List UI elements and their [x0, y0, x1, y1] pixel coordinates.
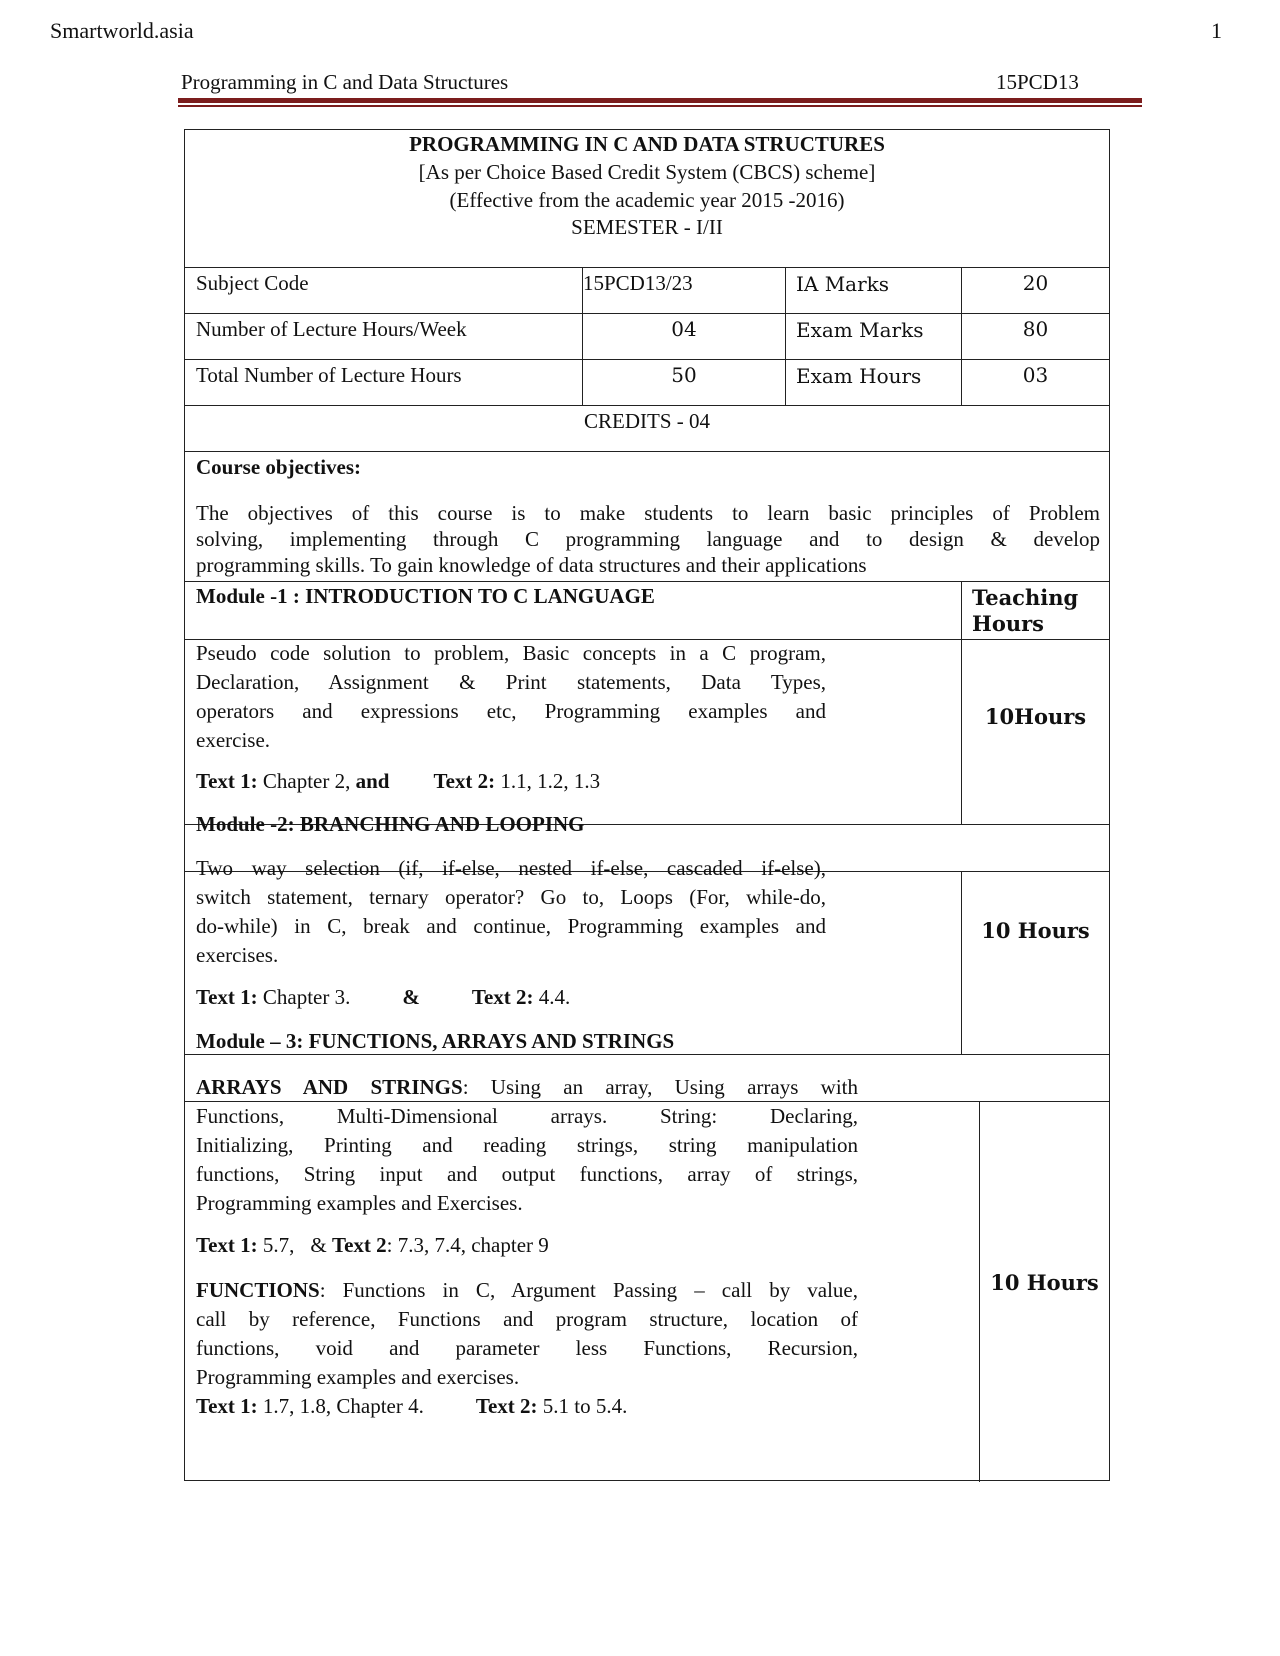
- module-3-arrays-line: Functions, Multi-Dimensional arrays. String: Declaring,: [196, 1104, 858, 1128]
- objectives-line: programming skills. To gain knowledge of data structures and their applications: [196, 553, 867, 577]
- exam-hours-value: 03: [1022, 363, 1049, 387]
- module-1-references: Text 1: Chapter 2, and Text 2: 1.1, 1.2, 1.3: [196, 769, 601, 793]
- subject-code-value: 15PCD13/23: [583, 271, 693, 295]
- module-3-arrays-line: Programming examples and Exercises.: [196, 1191, 523, 1215]
- lecture-hours-week-label: Number of Lecture Hours/Week: [196, 317, 467, 341]
- total-lecture-hours-value: 50: [671, 363, 697, 387]
- page-number: 1: [1211, 18, 1222, 43]
- module-2-line: switch statement, ternary operator? Go to, Loops (For, while-do,: [196, 885, 826, 909]
- running-header-code: 15PCD13: [996, 70, 1079, 94]
- header-rule-thin: [178, 105, 1142, 107]
- objectives-line: solving, implementing through C programming language and to design & develop: [196, 527, 1100, 551]
- syllabus-scheme: [As per Choice Based Credit System (CBCS) scheme]: [418, 160, 876, 184]
- module-1-line: operators and expressions etc, Programming examples and: [196, 699, 826, 723]
- lecture-hours-week-value: 04: [671, 317, 697, 341]
- module-1-heading: Module -1 : INTRODUCTION TO C LANGUAGE: [196, 584, 655, 608]
- running-header-title: Programming in C and Data Structures: [181, 70, 509, 94]
- module-2-line: Two way selection (if, if-else, nested if-else, cascaded if-else),: [196, 856, 826, 880]
- header-rule: [178, 98, 1142, 103]
- module-3-heading: Module – 3: FUNCTIONS, ARRAYS AND STRINGS: [196, 1029, 675, 1053]
- module-2-references: Text 1: Chapter 3. & Text 2: 4.4.: [196, 985, 571, 1009]
- module-1-line: Declaration, Assignment & Print statements, Data Types,: [196, 670, 826, 694]
- module-3-references-functions: Text 1: 1.7, 1.8, Chapter 4. Text 2: 5.1 to 5.4.: [196, 1394, 628, 1418]
- ia-marks-label: IA Marks: [796, 272, 890, 296]
- module-3-functions-line: functions, void and parameter less Functions, Recursion,: [196, 1336, 858, 1360]
- credits: CREDITS - 04: [584, 409, 710, 433]
- module-2-heading: Module -2: BRANCHING AND LOOPING: [196, 812, 585, 836]
- teaching-hours-label: Hours: [972, 611, 1045, 636]
- syllabus-table: [184, 129, 1110, 1481]
- module-2-line: do-while) in C, break and continue, Programming examples and: [196, 914, 826, 938]
- module-1-line: exercise.: [196, 728, 271, 752]
- module-1-hours: 10Hours: [984, 704, 1087, 729]
- syllabus-effective: (Effective from the academic year 2015 -2016): [449, 188, 845, 212]
- syllabus-semester: SEMESTER - I/II: [571, 215, 723, 239]
- module-3-arrays-line: functions, String input and output functions, array of strings,: [196, 1162, 858, 1186]
- syllabus-title: PROGRAMMING IN C AND DATA STRUCTURES: [409, 132, 885, 156]
- module-2-line: exercises.: [196, 943, 279, 967]
- exam-marks-label: Exam Marks: [796, 318, 924, 342]
- objectives-line: The objectives of this course is to make students to learn basic principles of Problem: [196, 501, 1100, 525]
- ia-marks-value: 20: [1022, 271, 1049, 295]
- module-1-line: Pseudo code solution to problem, Basic concepts in a C program,: [196, 641, 826, 665]
- module-3-functions-line: call by reference, Functions and program structure, location of: [196, 1307, 858, 1331]
- module-3-hours: 10 Hours: [990, 1270, 1099, 1295]
- subject-code-label: Subject Code: [196, 271, 309, 295]
- total-lecture-hours-label: Total Number of Lecture Hours: [196, 363, 462, 387]
- module-2-hours: 10 Hours: [981, 918, 1090, 943]
- module-3-arrays-line: Initializing, Printing and reading strings, string manipulation: [196, 1133, 858, 1157]
- module-3-functions-line: FUNCTIONS: Functions in C, Argument Passing – call by value,: [196, 1278, 858, 1302]
- module-3-arrays-line: ARRAYS AND STRINGS: Using an array, Using arrays with: [196, 1075, 859, 1099]
- teaching-hours-label: Teaching: [972, 585, 1079, 610]
- site-name: Smartworld.asia: [50, 18, 194, 43]
- course-objectives-heading: Course objectives:: [196, 455, 362, 479]
- module-3-references-arrays: Text 1: 5.7, & Text 2: 7.3, 7.4, chapter 9: [196, 1233, 549, 1257]
- exam-hours-label: Exam Hours: [796, 364, 922, 388]
- module-3-functions-line: Programming examples and exercises.: [196, 1365, 520, 1389]
- exam-marks-value: 80: [1022, 317, 1049, 341]
